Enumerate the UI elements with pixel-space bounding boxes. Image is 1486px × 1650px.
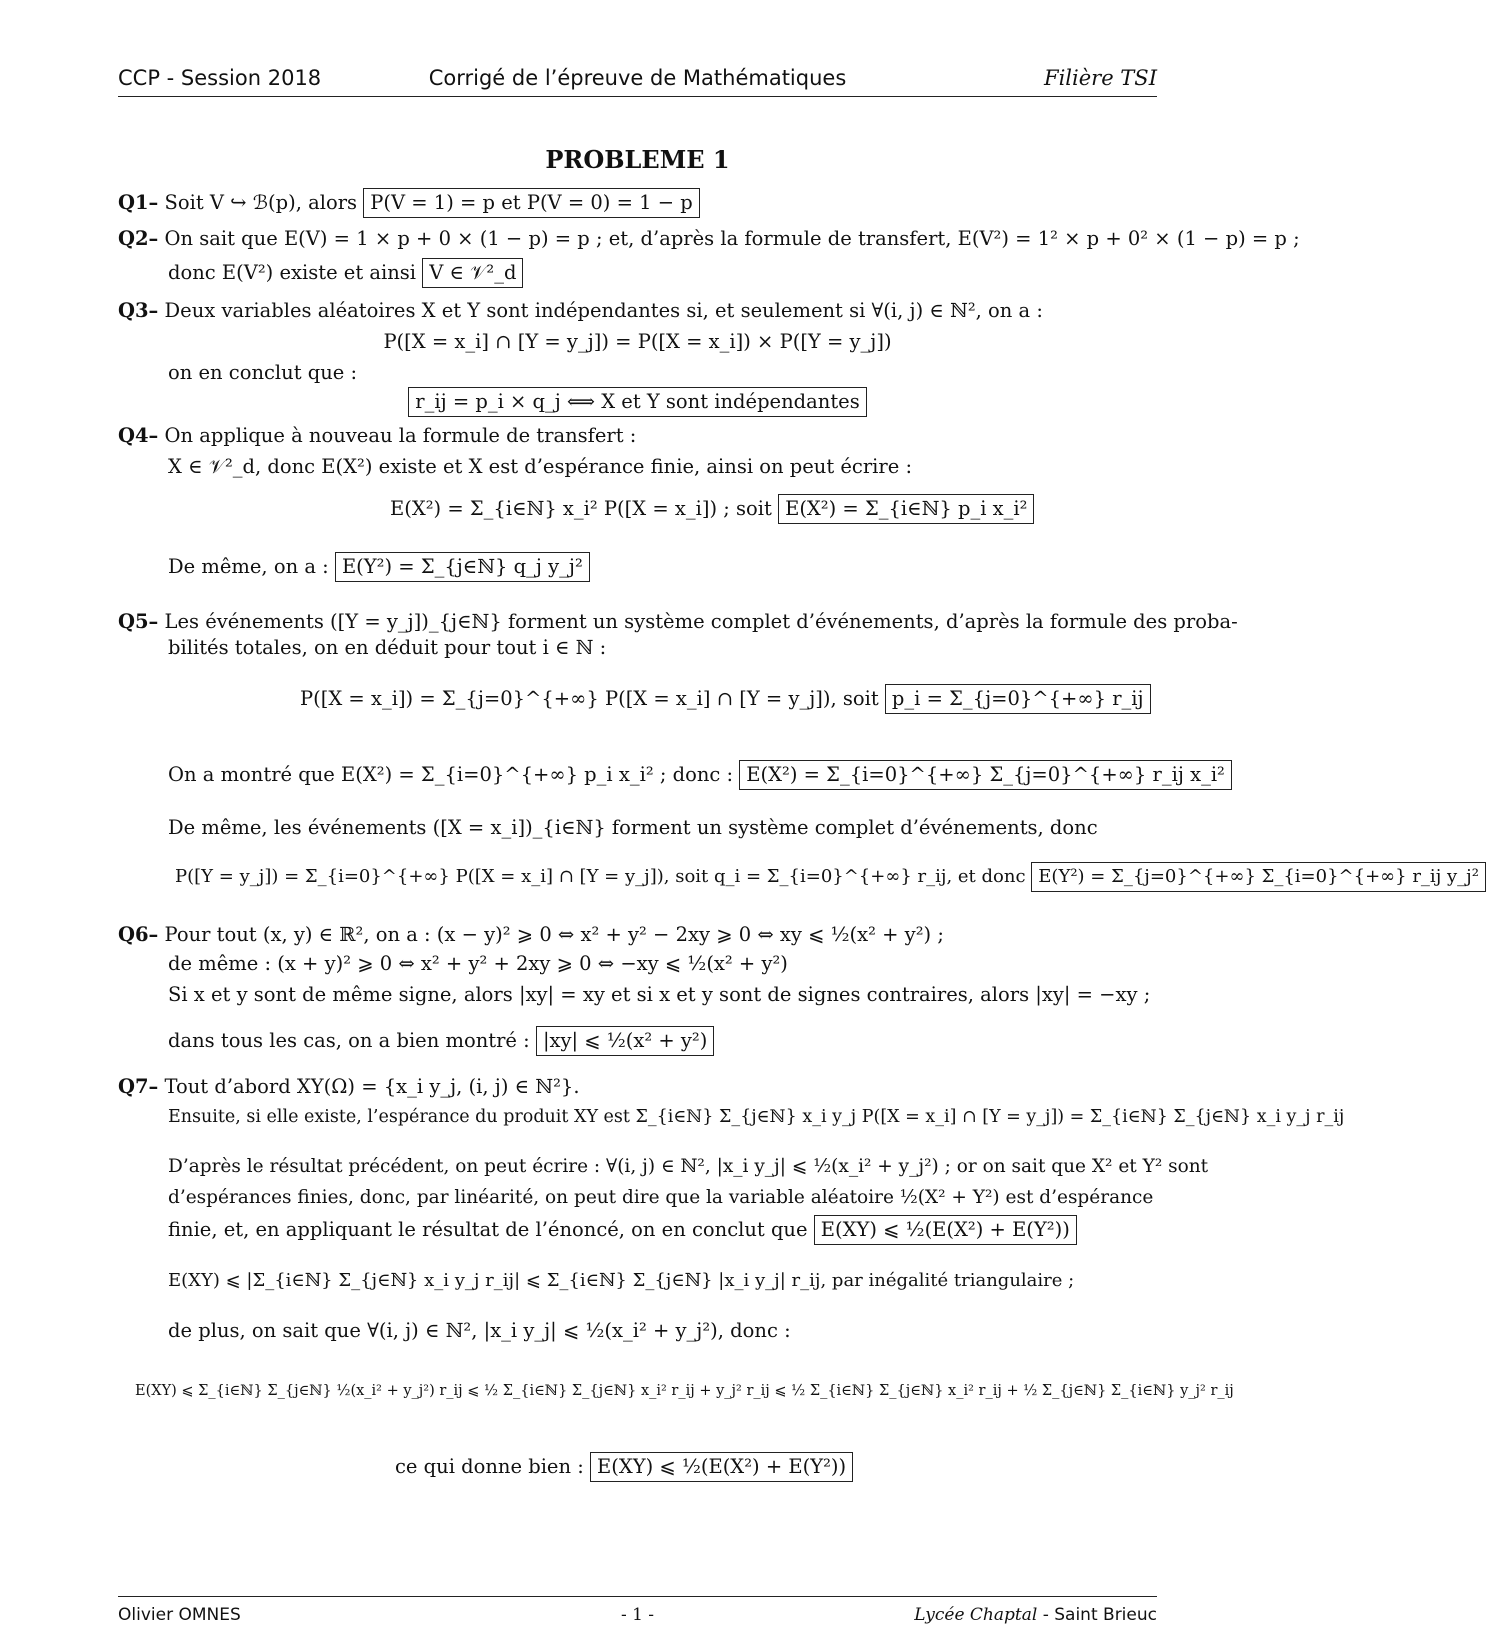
q5-result-box: p_i = Σ_{j=0}^{+∞} r_ij xyxy=(885,684,1151,714)
q2-result-box: V ∈ 𝒱²_d xyxy=(422,258,523,288)
footer-school-name: Lycée Chaptal xyxy=(914,1605,1038,1625)
footer-school xyxy=(914,1605,1157,1625)
q3-line-1 xyxy=(118,298,1043,324)
q5-text-1: Les événements ([Y = y_j])_{j∈ℕ} forment un système complet d’événements, d’après la formule des proba- xyxy=(164,610,1238,633)
q7-text-5: finie, et, en appliquant le résultat de l’énoncé, on en conclut que xyxy=(168,1218,808,1241)
q5-line-3 xyxy=(300,684,1151,714)
q5-text-2: bilités totales, on en déduit pour tout i ∈ ℕ : xyxy=(168,636,607,659)
footer-city: - Saint Brieuc xyxy=(1037,1605,1157,1625)
q6-text-4: dans tous les cas, on a bien montré : xyxy=(168,1029,530,1052)
q7-text-1: Tout d’abord XY(Ω) = {x_i y_j, (i, j) ∈ ℕ²}. xyxy=(164,1075,580,1098)
q7-text-9: ce qui donne bien : xyxy=(395,1455,584,1478)
q6-text-3: Si x et y sont de même signe, alors |xy| = xy et si x et y sont de signes contraires, alors |xy| = −xy ; xyxy=(168,983,1151,1006)
q7-label: Q7– xyxy=(118,1075,159,1098)
q5-line-4 xyxy=(168,760,1232,790)
q3-label: Q3– xyxy=(118,299,159,322)
q4-text-2: X ∈ 𝒱²_d, donc E(X²) existe et X est d’espérance finie, ainsi on peut écrire : xyxy=(168,455,913,478)
q5-result-box-2: E(X²) = Σ_{i=0}^{+∞} Σ_{j=0}^{+∞} r_ij x_i² xyxy=(739,760,1232,790)
footer-author: Olivier OMNES xyxy=(118,1605,241,1625)
q7-final-box: E(XY) ⩽ ½(E(X²) + E(Y²)) xyxy=(590,1452,853,1482)
q3-box-wrap xyxy=(0,387,1275,417)
q2-label: Q2– xyxy=(118,227,159,250)
q3-text-2: on en conclut que : xyxy=(168,361,358,384)
q3-result-box: r_ij = p_i × q_j ⟺ X et Y sont indépendantes xyxy=(408,387,866,417)
q4-line-4 xyxy=(168,552,590,582)
q6-text-2: de même : (x + y)² ⩾ 0 ⇔ x² + y² + 2xy ⩾ 0 ⇔ −xy ⩽ ½(x² + y²) xyxy=(168,952,788,975)
q7-line-9 xyxy=(395,1452,853,1482)
q6-label: Q6– xyxy=(118,923,159,946)
q5-result-box-3: E(Y²) = Σ_{j=0}^{+∞} Σ_{i=0}^{+∞} r_ij y_j² xyxy=(1031,862,1486,892)
q2-text-1: On sait que E(V) = 1 × p + 0 × (1 − p) = p ; et, d’après la formule de transfert, E(V²) = 1² × p + 0² × (1 − p) = p ; xyxy=(164,227,1300,250)
q4-result-box-2: E(Y²) = Σ_{j∈ℕ} q_j y_j² xyxy=(335,552,590,582)
q7-result-box: E(XY) ⩽ ½(E(X²) + E(Y²)) xyxy=(814,1215,1077,1245)
footer-page-number: - 1 - xyxy=(620,1605,655,1625)
q5-line-1 xyxy=(118,609,1238,635)
q1-text: Soit V ↪ ℬ(p), alors xyxy=(164,191,358,214)
q2-line-1 xyxy=(118,226,1300,252)
header-left: CCP - Session 2018 xyxy=(118,66,322,90)
q6-line-4 xyxy=(168,1026,714,1056)
q5-text-6: P([Y = y_j]) = Σ_{i=0}^{+∞} P([X = x_i] ∩ [Y = y_j]), soit q_i = Σ_{i=0}^{+∞} r_ij, et donc xyxy=(175,866,1026,887)
q1-result-box: P(V = 1) = p et P(V = 0) = 1 − p xyxy=(363,188,699,218)
q7-text-6: E(XY) ⩽ |Σ_{i∈ℕ} Σ_{j∈ℕ} x_i y_j r_ij| ⩽ Σ_{i∈ℕ} Σ_{j∈ℕ} |x_i y_j| r_ij, par inégalité triangulaire ; xyxy=(168,1270,1075,1291)
q3-equation: P([X = x_i] ∩ [Y = y_j]) = P([X = x_i]) × P([Y = y_j]) xyxy=(383,330,892,353)
q4-text-4: De même, on a : xyxy=(168,555,329,578)
q7-text-2: Ensuite, si elle existe, l’espérance du produit XY est Σ_{i∈ℕ} Σ_{j∈ℕ} x_i y_j P([X = x_i] ∩ [Y = y_j]) = Σ_{i∈ℕ} Σ_{j∈ℕ} x_i y_j r_ij xyxy=(168,1107,1345,1127)
q5-line-6 xyxy=(175,862,1486,892)
q4-text-3: E(X²) = Σ_{i∈ℕ} x_i² P([X = x_i]) ; soit xyxy=(390,497,772,520)
page-header xyxy=(118,62,1157,97)
q7-text-3: D’après le résultat précédent, on peut écrire : ∀(i, j) ∈ ℕ², |x_i y_j| ⩽ ½(x_i² + y_j²) ; or on sait que X² et Y² sont xyxy=(168,1156,1209,1177)
q4-line-3 xyxy=(390,494,1034,524)
q6-text-1: Pour tout (x, y) ∈ ℝ², on a : (x − y)² ⩾ 0 ⇔ x² + y² − 2xy ⩾ 0 ⇔ xy ⩽ ½(x² + y²) ; xyxy=(164,923,944,946)
q5-text-3: P([X = x_i]) = Σ_{j=0}^{+∞} P([X = x_i] ∩ [Y = y_j]), soit xyxy=(300,687,879,710)
header-center: Corrigé de l’épreuve de Mathématiques xyxy=(428,66,847,90)
header-right: Filière TSI xyxy=(1044,66,1157,90)
q5-label: Q5– xyxy=(118,610,159,633)
q4-label: Q4– xyxy=(118,424,159,447)
q4-line-1 xyxy=(118,423,636,449)
q7-line-1 xyxy=(118,1074,580,1100)
q7-text-8: E(XY) ⩽ Σ_{i∈ℕ} Σ_{j∈ℕ} ½(x_i² + y_j²) r_ij ⩽ ½ Σ_{i∈ℕ} Σ_{j∈ℕ} x_i² r_ij + y_j² r_ij ⩽ ½ Σ_{i∈ℕ} Σ_{j∈ℕ} x_i² r_ij + ½ Σ_{j∈ℕ} Σ_{i∈ℕ} y_j² r_ij xyxy=(135,1383,1234,1399)
q2-line-2 xyxy=(168,258,523,288)
q2-text-2: donc E(V²) existe et ainsi xyxy=(168,261,417,284)
q1-line xyxy=(118,188,700,218)
q7-text-7: de plus, on sait que ∀(i, j) ∈ ℕ², |x_i y_j| ⩽ ½(x_i² + y_j²), donc : xyxy=(168,1319,791,1342)
q5-text-4: On a montré que E(X²) = Σ_{i=0}^{+∞} p_i x_i² ; donc : xyxy=(168,763,734,786)
q7-text-4: d’espérances finies, donc, par linéarité, on peut dire que la variable aléatoire ½(X² + Y²) est d’espérance xyxy=(168,1187,1154,1208)
q1-label: Q1– xyxy=(118,191,159,214)
q4-result-box: E(X²) = Σ_{i∈ℕ} p_i x_i² xyxy=(778,494,1034,524)
q6-line-1 xyxy=(118,922,944,948)
page-footer xyxy=(118,1596,1157,1633)
page-title: PROBLEME 1 xyxy=(545,145,730,174)
q3-text-1: Deux variables aléatoires X et Y sont indépendantes si, et seulement si ∀(i, j) ∈ ℕ², on a : xyxy=(164,299,1043,322)
q6-result-box: |xy| ⩽ ½(x² + y²) xyxy=(536,1026,714,1056)
q5-text-5: De même, les événements ([X = x_i])_{i∈ℕ} forment un système complet d’événements, donc xyxy=(168,816,1098,839)
q7-line-5 xyxy=(168,1215,1077,1245)
q4-text-1: On applique à nouveau la formule de transfert : xyxy=(164,424,637,447)
